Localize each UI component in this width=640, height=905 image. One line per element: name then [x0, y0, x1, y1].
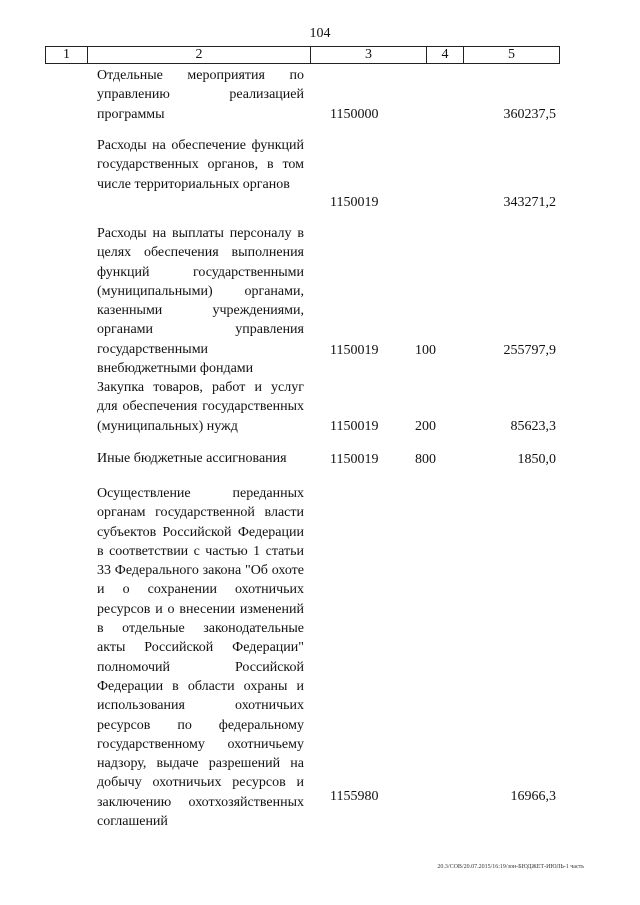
column-header-3: 3 — [311, 47, 427, 63]
row-amount: 360237,5 — [503, 106, 556, 122]
column-header-5: 5 — [508, 47, 515, 62]
column-header-row — [45, 46, 560, 64]
table-row — [0, 224, 640, 377]
row-description: Иные бюджетные ассигнования — [97, 451, 287, 466]
row-description: Отдельные мероприятия по управлению реализацией программы — [97, 68, 304, 122]
document-footer: 20.3/СОВ/20.07.2015/16:19/зон-БЮДЖЕТ-ИЮЛЬ-1 часть — [437, 864, 584, 870]
row-target-code: 1150019 — [330, 451, 379, 467]
table-row — [0, 449, 640, 469]
column-header-4: 4 — [427, 47, 464, 63]
column-header-1: 1 — [46, 47, 88, 63]
row-description: Расходы на выплаты персоналу в целях обеспечения выполнения функций государственными (муниципальными) органами, казенными учреждениями, органами управления государственными внебюджетными фондами — [97, 226, 304, 377]
table-row — [0, 484, 640, 830]
row-amount: 85623,3 — [510, 418, 556, 434]
row-description: Расходы на обеспечение функций государственных органов, в том числе территориальных органов — [97, 138, 304, 192]
table-row — [0, 378, 640, 436]
page-number: 104 — [309, 26, 331, 41]
row-amount: 255797,9 — [503, 342, 556, 358]
row-expense-type: 800 — [415, 451, 436, 467]
row-target-code: 1150000 — [330, 106, 379, 122]
row-amount: 1850,0 — [517, 451, 556, 467]
row-expense-type: 100 — [415, 342, 436, 358]
row-target-code: 1150019 — [330, 418, 379, 434]
row-expense-type: 200 — [415, 418, 436, 434]
column-header-2: 2 — [88, 47, 311, 63]
row-target-code: 1155980 — [330, 788, 379, 804]
row-description: Закупка товаров, работ и услуг для обеспечения государственных (муниципальных) нужд — [97, 380, 304, 434]
row-target-code: 1150019 — [330, 194, 379, 210]
table-row — [0, 136, 640, 212]
row-amount: 343271,2 — [503, 194, 556, 210]
row-amount: 16966,3 — [510, 788, 556, 804]
table-row — [0, 66, 640, 124]
row-description: Осуществление переданных органам государственной власти субъектов Российской Федерации в соответствии с частью 1 статьи 33 Федерального закона "Об охоте и о сохранении охотничьих ресурсов и о внесении изменений в отдельные законодательные акты Российской Федерации" полномочий Российской Федерации в области охраны и использования охотничьих ресурсов по федеральному государственному охотничьему надзору, выдаче разрешений на добычу охотничьих ресурсов и заключению охотхозяйственных соглашений — [97, 486, 304, 830]
row-target-code: 1150019 — [330, 342, 379, 358]
